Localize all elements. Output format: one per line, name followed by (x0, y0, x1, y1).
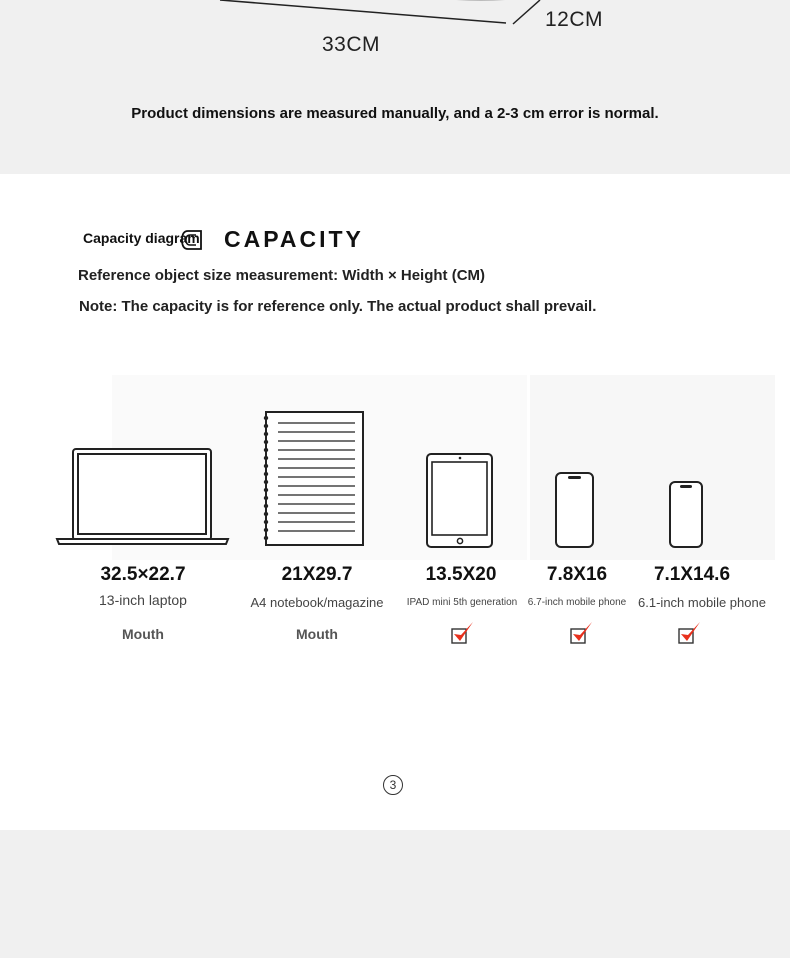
laptop-size: 32.5×22.7 (100, 564, 186, 585)
bag-outline-icon (179, 228, 203, 252)
capacity-label: Capacity diagram (83, 230, 200, 246)
tablet-icon (425, 452, 495, 550)
phone-large-check-icon (569, 620, 595, 646)
phone-small-check-icon (677, 620, 703, 646)
dimension-band (0, 0, 790, 174)
page-number-marker: 3 (383, 775, 403, 795)
capacity-title: CAPACITY (224, 226, 364, 252)
laptop-fit: Mouth (122, 626, 164, 642)
width-dimension-label: 33CM (322, 33, 381, 56)
tablet-size: 13.5X20 (425, 564, 497, 585)
tablet-check-icon (450, 620, 476, 646)
phone-small-name: 6.1-inch mobile phone (638, 595, 766, 610)
phone-large-size: 7.8X16 (546, 564, 608, 585)
notebook-size: 21X29.7 (281, 564, 353, 585)
phone-large-name: 6.7-inch mobile phone (527, 597, 627, 608)
phone-small-size: 7.1X14.6 (653, 564, 731, 585)
measurement-disclaimer: Product dimensions are measured manually, and a 2-3 cm error is normal. (131, 105, 659, 122)
notebook-fit: Mouth (296, 626, 338, 642)
capacity-note: Note: The capacity is for reference only. The actual product shall prevail. (79, 298, 597, 315)
laptop-name: 13-inch laptop (99, 592, 187, 608)
phone-small-icon (668, 480, 704, 550)
notebook-icon (260, 410, 366, 548)
reference-measurement-text: Reference object size measurement: Width × Height (CM) (78, 267, 486, 284)
dimension-lines (0, 0, 790, 60)
notebook-name: A4 notebook/magazine (250, 595, 384, 610)
depth-dimension-label: 12CM (545, 8, 604, 31)
tablet-name: IPAD mini 5th generation (406, 597, 518, 608)
laptop-icon (55, 446, 230, 548)
phone-large-icon (554, 471, 595, 550)
